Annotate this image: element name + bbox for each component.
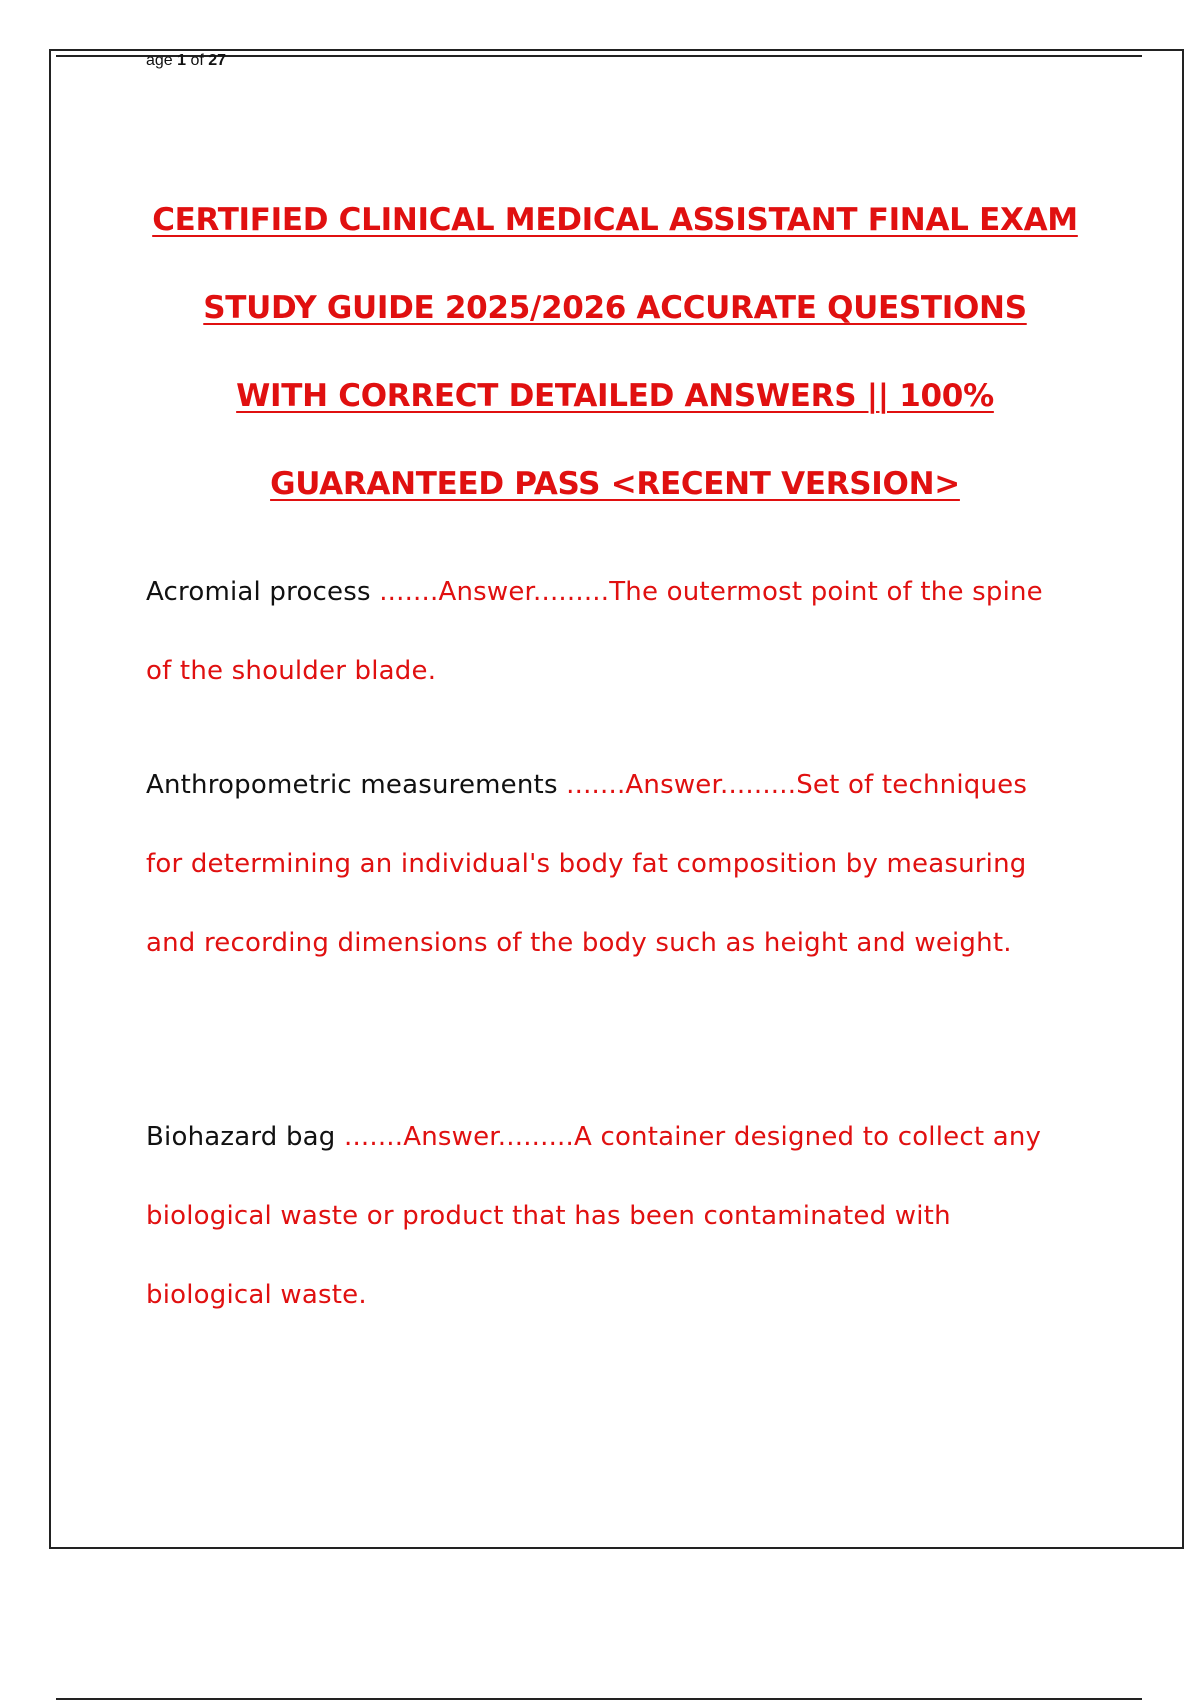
qa-answer: Set of techniques for determining an individual's body fat composition by measuring and recording dimensions of the body such as height and weight. <box>146 770 1028 958</box>
title-line <box>80 440 1150 528</box>
title-line-text: STUDY GUIDE 2025/2026 ACCURATE QUESTIONS <box>203 290 1027 326</box>
title-line <box>80 352 1150 440</box>
page-number-total: 27 <box>208 52 227 69</box>
qa-entry-anthropometric-measurements <box>146 746 1066 983</box>
page-number <box>146 52 226 70</box>
qa-answer: A container designed to collect any biological waste or product that has been contaminated with biological waste. <box>146 1122 1042 1310</box>
qa-term: Biohazard bag <box>146 1122 336 1152</box>
qa-answer: The outermost point of the spine of the shoulder blade. <box>146 577 1043 686</box>
qa-separator: .......Answer......... <box>557 770 797 800</box>
title-line-text: WITH CORRECT DETAILED ANSWERS || 100% <box>236 378 994 414</box>
qa-separator: .......Answer......... <box>370 577 610 607</box>
document-title <box>80 176 1150 528</box>
title-line <box>80 176 1150 264</box>
qa-term: Acromial process <box>146 577 371 607</box>
title-line-text: CERTIFIED CLINICAL MEDICAL ASSISTANT FINAL EXAM <box>152 202 1078 238</box>
qa-separator: .......Answer......... <box>335 1122 574 1152</box>
page-number-prefix: age <box>146 52 178 69</box>
title-line-text: GUARANTEED PASS <RECENT VERSION> <box>270 466 960 502</box>
page-number-of: of <box>186 52 209 69</box>
qa-entry-biohazard-bag <box>146 1098 1066 1335</box>
title-line <box>80 264 1150 352</box>
qa-term: Anthropometric measurements <box>146 770 558 800</box>
page-number-current: 1 <box>177 52 187 69</box>
qa-entry-acromial-process <box>146 553 1066 711</box>
